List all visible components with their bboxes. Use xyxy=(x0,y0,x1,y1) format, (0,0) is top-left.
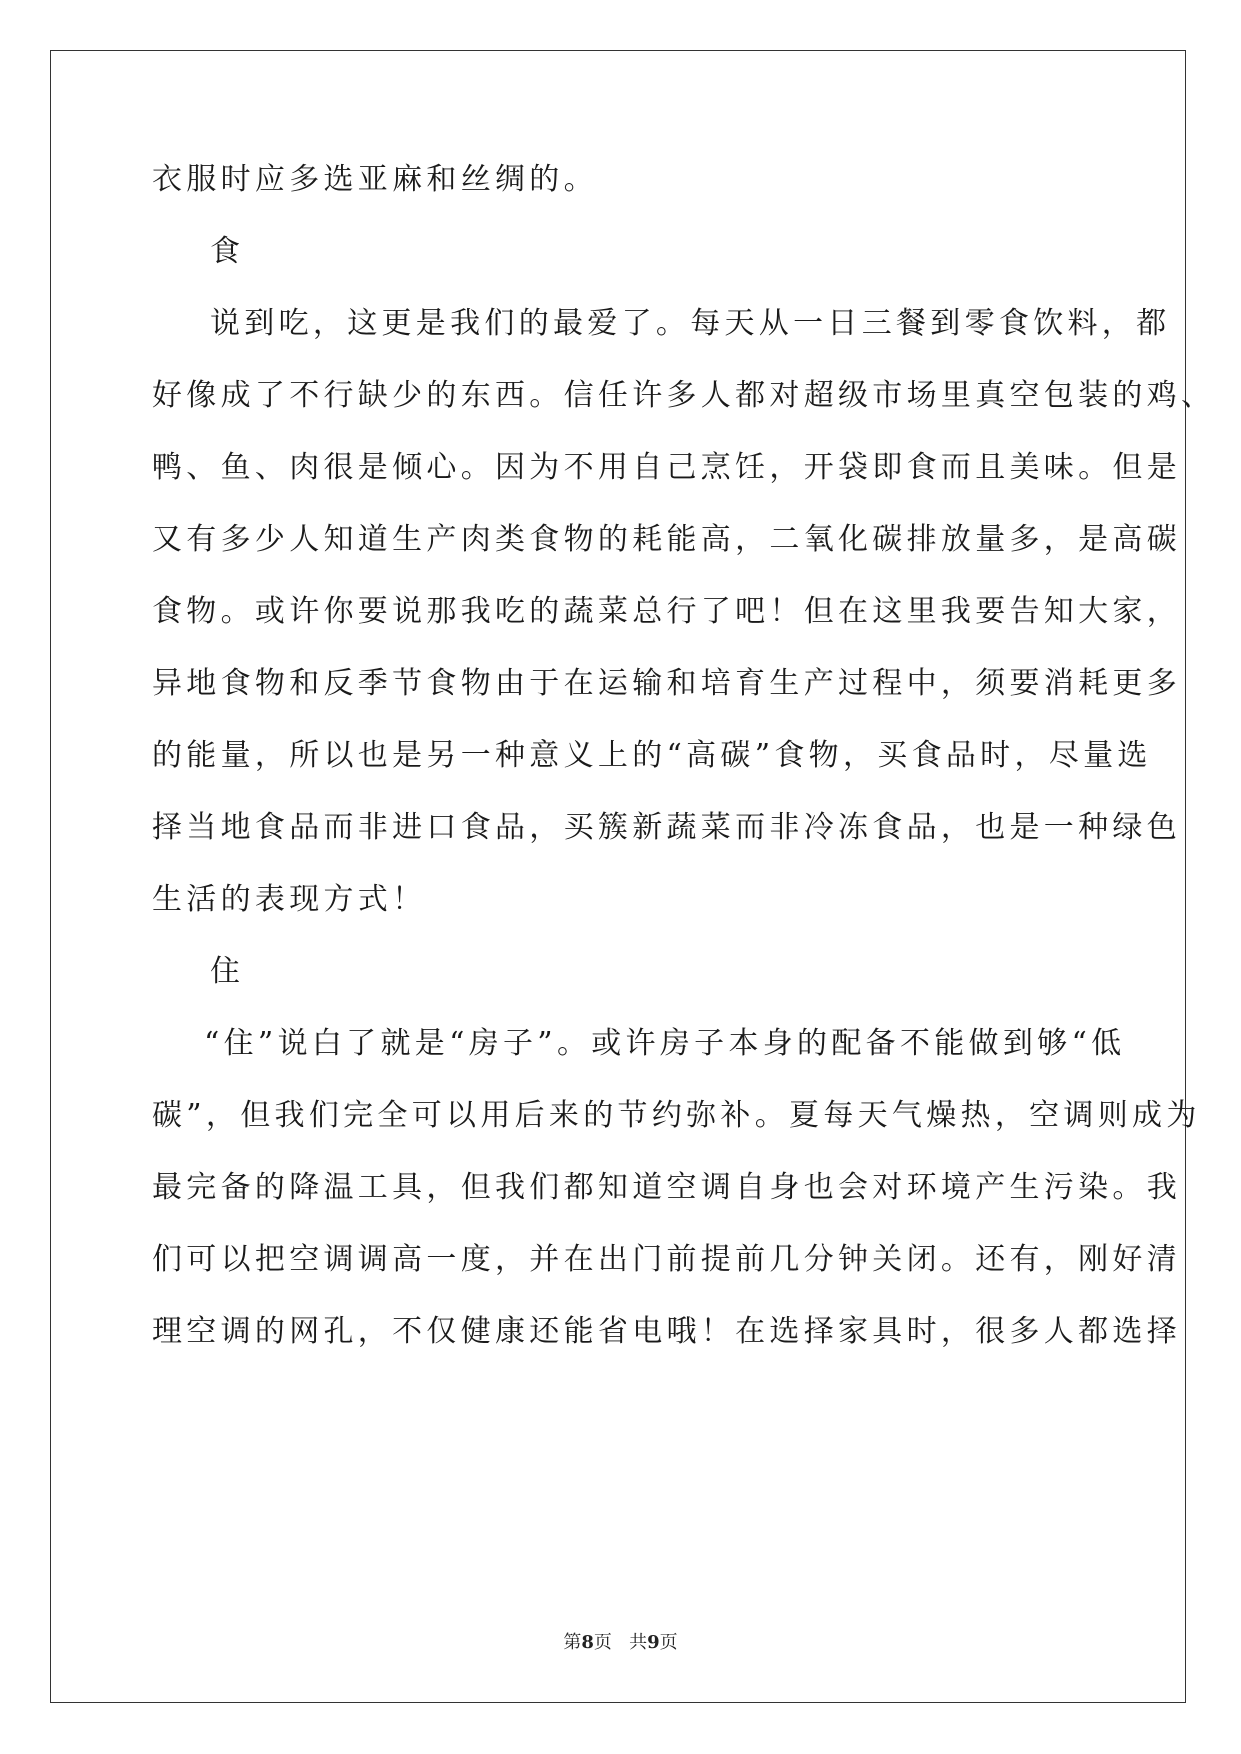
paragraph-line: 食物。或许你要说那我吃的蔬菜总行了吧！但在这里我要告知大家， xyxy=(152,594,1181,629)
paragraph-line: 又有多少人知道生产肉类食物的耗能高，二氧化碳排放量多，是高碳 xyxy=(152,522,1181,557)
paragraph-line: 异地食物和反季节食物由于在运输和培育生产过程中，须要消耗更多 xyxy=(152,666,1181,701)
page-footer xyxy=(0,1632,1241,1654)
paragraph-line: “住”说白了就是“房子”。或许房子本身的配备不能做到够“低 xyxy=(204,1026,1126,1061)
footer-total-prefix: 共 xyxy=(629,1632,648,1653)
total-page-number: 9 xyxy=(647,1632,660,1653)
paragraph-line: 们可以把空调调高一度，并在出门前提前几分钟关闭。还有，刚好清 xyxy=(152,1242,1181,1277)
paragraph-line: 鸭、鱼、肉很是倾心。因为不用自己烹饪，开袋即食而且美味。但是 xyxy=(152,450,1181,485)
page-border xyxy=(50,50,1186,1703)
paragraph-line: 最完备的降温工具，但我们都知道空调自身也会对环境产生污染。我 xyxy=(152,1170,1181,1205)
paragraph-line: 好像成了不行缺少的东西。信任许多人都对超级市场里真空包装的鸡、 xyxy=(152,378,1216,413)
footer-prefix: 第 xyxy=(563,1632,582,1653)
paragraph-line: 的能量，所以也是另一种意义上的“高碳”食物，买食品时，尽量选 xyxy=(152,738,1152,773)
current-page-number: 8 xyxy=(581,1632,594,1653)
paragraph-line: 说到吃，这更是我们的最爱了。每天从一日三餐到零食饮料，都 xyxy=(210,306,1171,341)
section-heading-housing: 住 xyxy=(210,954,245,989)
paragraph-line: 碳”，但我们完全可以用后来的节约弥补。夏每天气燥热，空调则成为 xyxy=(152,1098,1201,1133)
paragraph-line: 生活的表现方式！ xyxy=(152,882,427,917)
section-heading-food: 食 xyxy=(210,234,245,269)
footer-total-suffix: 页 xyxy=(659,1632,678,1653)
footer-page-suffix: 页 xyxy=(593,1632,612,1653)
paragraph-line: 理空调的网孔，不仅健康还能省电哦！在选择家具时，很多人都选择 xyxy=(152,1314,1181,1349)
paragraph-line: 衣服时应多选亚麻和丝绸的。 xyxy=(152,162,598,197)
paragraph-line: 择当地食品而非进口食品，买簇新蔬菜而非冷冻食品，也是一种绿色 xyxy=(152,810,1181,845)
